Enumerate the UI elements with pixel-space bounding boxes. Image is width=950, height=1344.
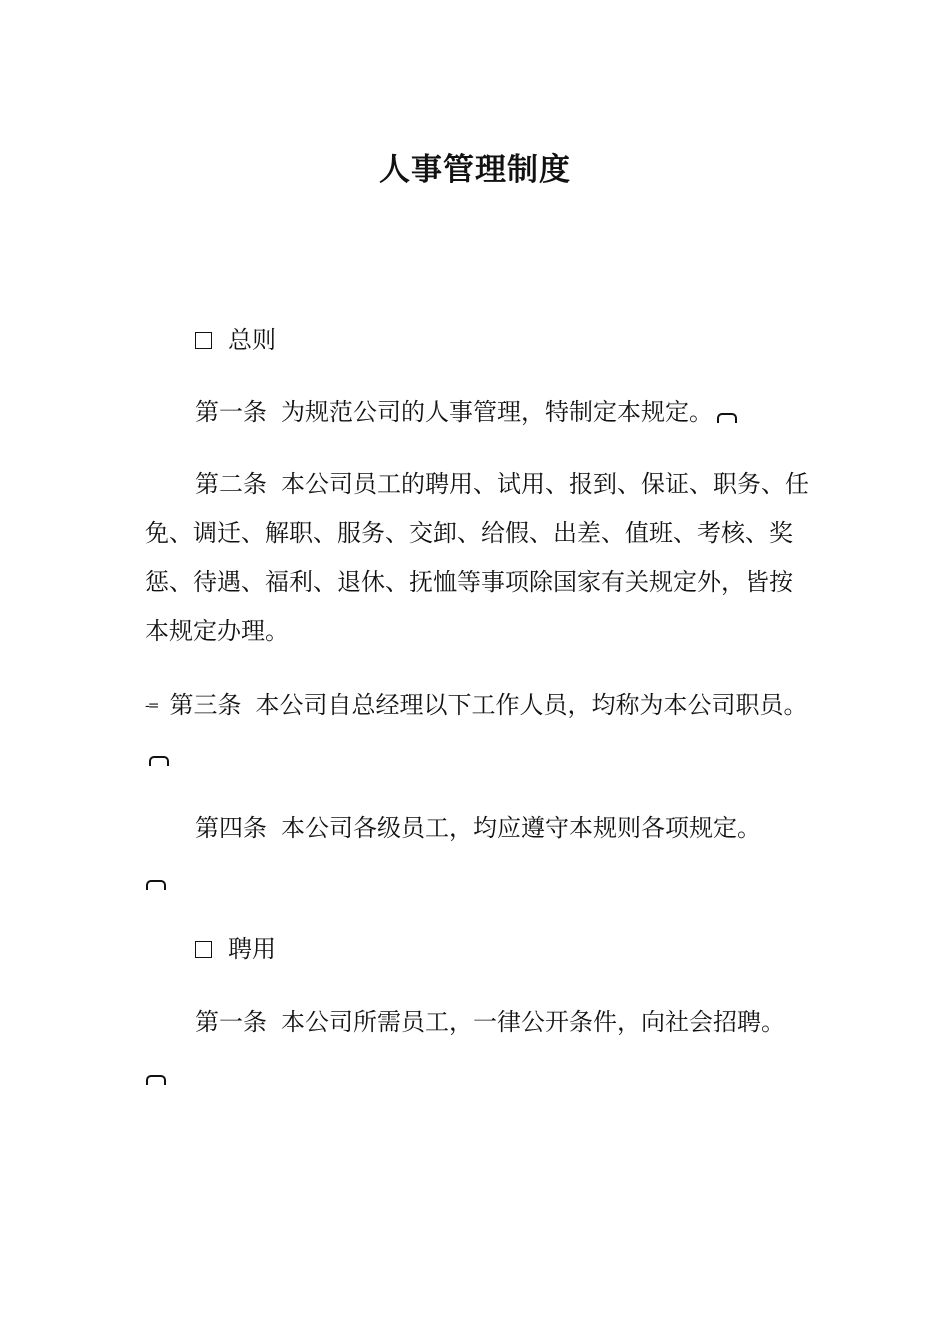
article-2 [145, 460, 815, 656]
section-heading-recruitment [195, 929, 276, 969]
document-title: 人事管理制度 [379, 152, 571, 188]
paragraph-mark-icon [146, 880, 166, 890]
article-label: 第四条 [195, 814, 267, 842]
paragraph-mark-icon [149, 756, 169, 766]
section-heading-general [195, 320, 276, 360]
article-text: 本公司自总经理以下工作人员，均称为本公司职员。 [255, 691, 808, 719]
article-label: 第二条 [195, 470, 267, 498]
article-text: 本公司所需员工，一律公开条件，向社会招聘。 [281, 1008, 785, 1036]
article-text: 本公司各级员工，均应遵守本规则各项规定。 [281, 814, 761, 842]
section-heading-label: 聘用 [228, 935, 276, 963]
checkbox-square-icon [195, 332, 212, 349]
article-label: 第一条 [195, 398, 267, 426]
recruitment-article-1 [145, 998, 825, 1047]
article-3 [145, 681, 825, 780]
article-label: 第一条 [195, 1008, 267, 1036]
article-1 [145, 388, 825, 437]
line-lead-mark: -= [145, 698, 158, 714]
paragraph-mark-icon [146, 1075, 166, 1085]
article-4 [145, 804, 825, 853]
paragraph-mark-icon [717, 413, 737, 423]
article-text: 本公司员工的聘用、试用、报到、保证、职务、任免、调迁、解职、服务、交卸、给假、出差、值班、考核、奖惩、待遇、福利、退休、抚恤等事项除国家有关规定外，皆按本规定办理。 [145, 470, 809, 645]
article-text: 为规范公司的人事管理，特制定本规定。 [281, 398, 713, 426]
section-heading-label: 总则 [228, 326, 276, 354]
article-label: 第三条 [169, 691, 242, 719]
checkbox-square-icon [195, 941, 212, 958]
